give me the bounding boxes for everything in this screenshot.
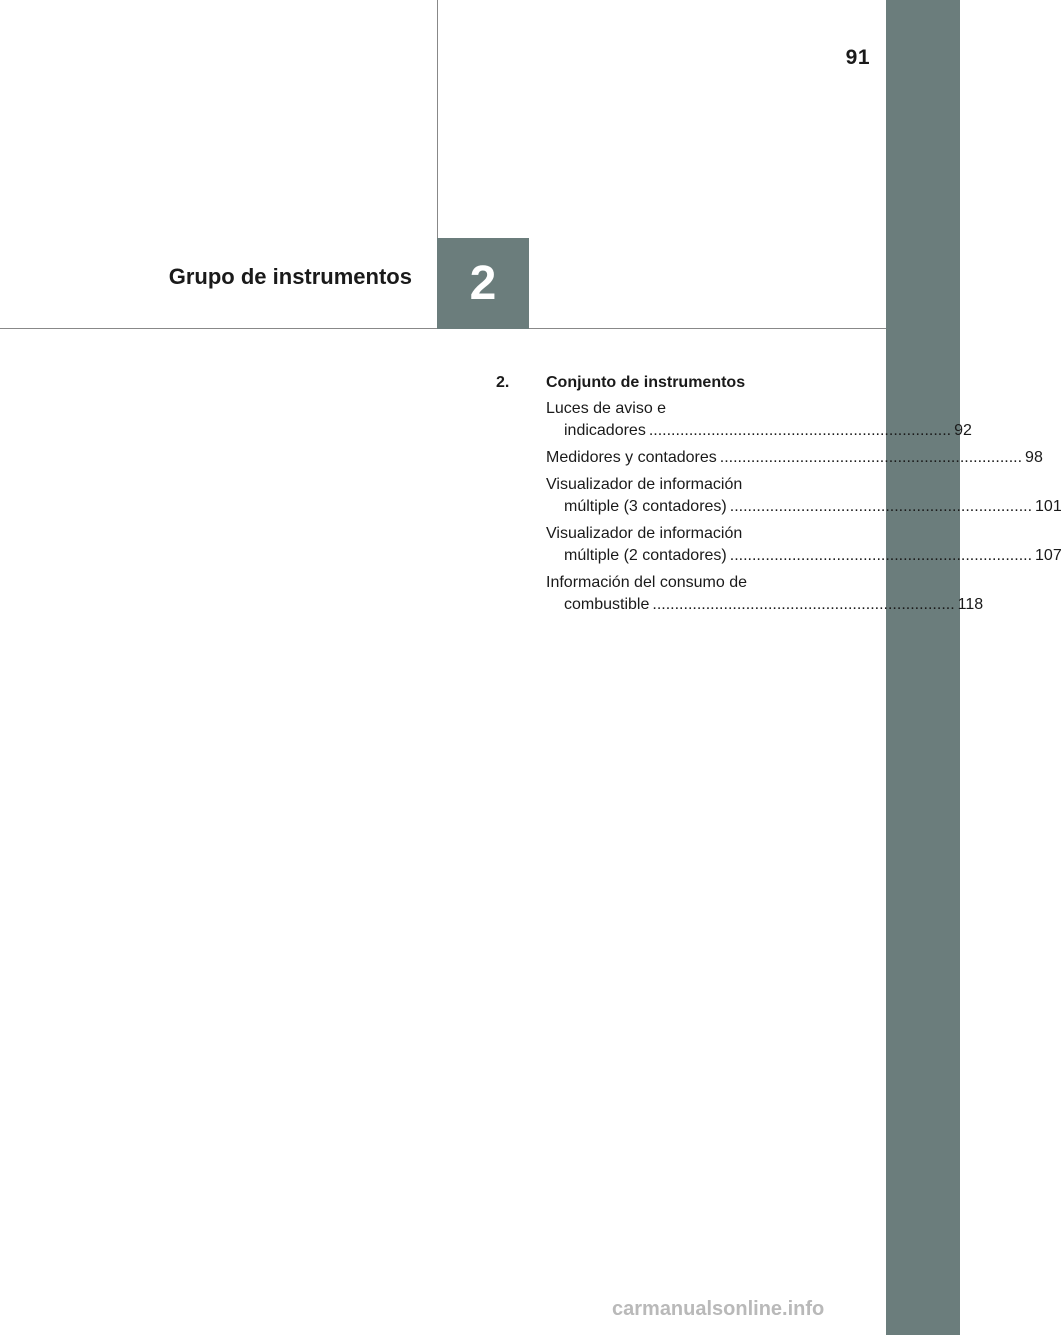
side-chapter-tab	[886, 0, 960, 1335]
table-of-contents	[496, 374, 1062, 621]
leader-dots: ....................................................................	[719, 449, 1023, 466]
toc-entry-page: 101	[1035, 498, 1062, 515]
toc-entry-title-cont: combustible	[564, 596, 650, 613]
toc-entry-title: Medidores y contadores	[546, 449, 717, 466]
toc-entry-title-cont: indicadores	[564, 422, 646, 439]
chapter-title: Grupo de instrumentos	[168, 264, 412, 289]
toc-entry-page: 92	[954, 422, 972, 439]
leader-dots: ....................................................................	[648, 422, 952, 439]
toc-entry-title: Luces de aviso e	[546, 400, 667, 417]
toc-entry[interactable]	[546, 572, 984, 616]
page-number: 91	[845, 46, 870, 69]
leader-dots: ....................................................................	[729, 547, 1033, 564]
leader-dots: ....................................................................	[729, 498, 1033, 515]
toc-entry-title: Información del consumo de	[546, 574, 747, 591]
chapter-number-box	[437, 238, 529, 329]
toc-entry[interactable]	[546, 398, 972, 442]
toc-entry[interactable]	[546, 447, 1043, 469]
toc-entry-title: Visualizador de información	[546, 525, 743, 542]
section-number: 2.	[496, 374, 510, 391]
toc-entry-title-cont: múltiple (3 contadores)	[564, 498, 727, 515]
toc-entry-page: 98	[1025, 449, 1043, 466]
section-title: Conjunto de instrumentos	[546, 374, 746, 391]
chapter-number: 2	[469, 257, 497, 310]
toc-entry[interactable]	[546, 474, 1062, 518]
leader-dots: ....................................................................	[652, 596, 955, 613]
toc-entry[interactable]	[546, 523, 1062, 567]
watermark: carmanualsonline.info	[612, 1298, 825, 1320]
vertical-divider	[437, 0, 438, 238]
toc-entry-page: 118	[957, 596, 984, 613]
toc-entry-page: 107	[1035, 547, 1062, 564]
toc-entry-title-cont: múltiple (2 contadores)	[564, 547, 727, 564]
toc-entry-title: Visualizador de información	[546, 476, 743, 493]
toc-section-heading	[496, 374, 836, 392]
